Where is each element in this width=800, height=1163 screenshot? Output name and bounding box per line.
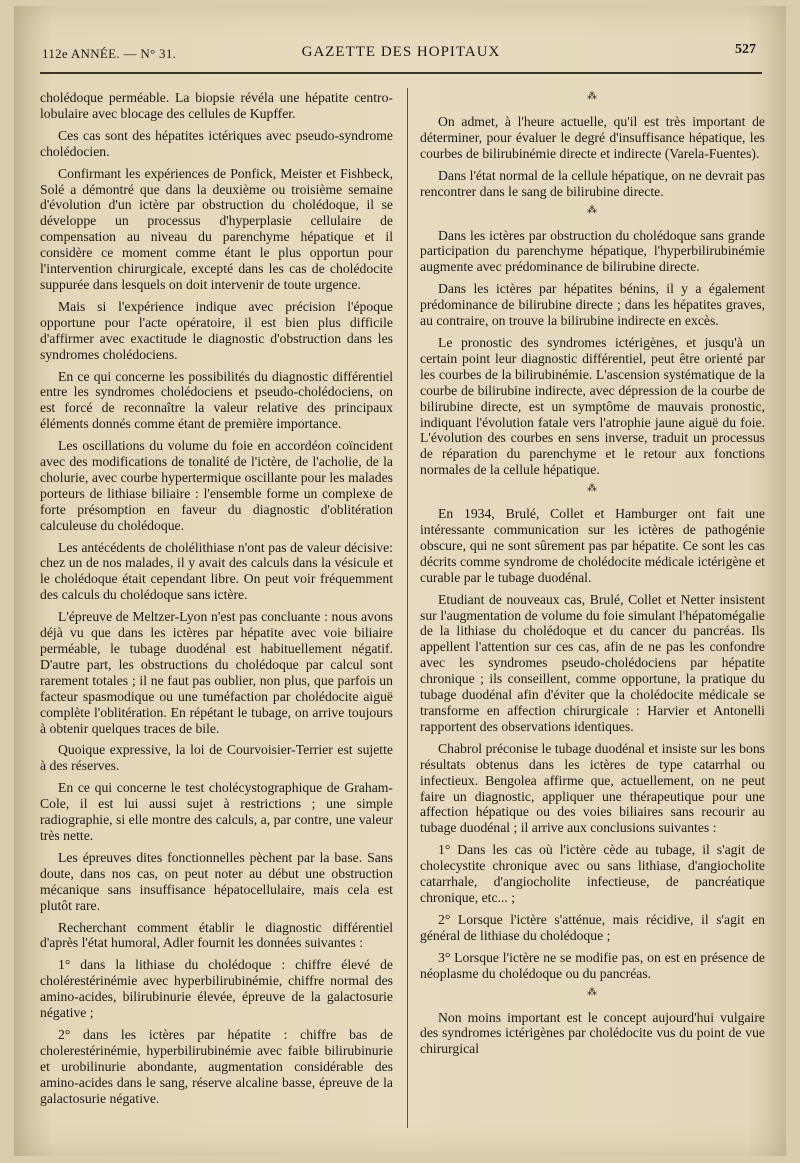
paragraph: L'épreuve de Meltzer-Lyon n'est pas concluante : nous avons déjà vu que dans les ictères par hépatite avec voie biliaire perméable, le tubage duodénal est habituellement négatif. D'autre part, les obstructions du cholédoque par calcul sont rarement totales ; il ne faut pas oublier, non plus, que parfois un facteur spasmodique ou une tuméfaction par cholédocite aiguë complète l'oblitération. En répétant le tubage, on arrive toujours à obtenir quelques traces de bile. — [40, 609, 393, 736]
paragraph: En ce qui concerne les possibilités du diagnostic différentiel entre les syndromes cholédociens et pseudo-cholédociens, on est forcé de reconnaître la valeur relative des principaux éléments donnés comme étant de première importance. — [40, 368, 393, 432]
paragraph: Les oscillations du volume du foie en accordéon coïncident avec des modifications de tonalité de l'ictère, de l'acholie, de la cholurie, avec courbe hypertermique oscillante pour les malades porteurs de lithiase biliaire : l'ensemble forme un complexe de forte présomption en faveur du diagnostic d'oblitération calculeuse du cholédoque. — [40, 438, 393, 533]
paragraph: En ce qui concerne le test cholécystographique de Graham-Cole, il est lui aussi sujet à restrictions ; une simple radiographie, si elle montre des calculs, a, par contre, une valeur très nette. — [40, 780, 393, 843]
paragraph: Recherchant comment établir le diagnostic différentiel d'après l'état humoral, Adler fournit les données suivantes : — [40, 919, 393, 951]
journal-title: GAZETTE DES HOPITAUX — [301, 44, 501, 60]
paragraph: Les antécédents de cholélithiase n'ont pas de valeur décisive: chez un de nos malades, il y avait des calculs dans la vésicule et le cholédoque était cependant libre. On peut voir fréquemment des calculs du cholédoque sans ictère. — [40, 539, 393, 603]
paragraph: Dans les ictères par hépatites bénins, il y a également prédominance de bilirubine directe ; dans les hépatites graves, au contraire, on trouve la bilirubine indirecte en excès. — [420, 281, 765, 329]
list-item: 1° dans la lithiase du cholédoque : chiffre élevé de cholérestérinémie avec hyperbilirubinémie, chiffre normal des amino-acides, bilirubinurie élevée, épreuve de la galactosurie négative ; — [40, 957, 393, 1021]
paragraph: Le pronostic des syndromes ictérigènes, et jusqu'à un certain point leur diagnostic différentiel, peut être orienté par les courbes de la bilirubinémie. L'ascension systématique de la courbe de bilirubine indirecte, avec dépression de la courbe de bilirubine directe, est un symptôme de mauvais pronostic, indiquant l'évolution fatale vers l'atrophie jaune aiguë du foie. L'évolution des courbes en sens inverse, traduit un processus de réparation du parenchyme et le retour aux fonctions normales de la cellule hépatique. — [420, 334, 765, 478]
paragraph: cholédoque perméable. La biopsie révéla une hépatite centro-lobulaire avec blocage des cellules de Kupffer. — [40, 90, 393, 121]
list-item: 1° Dans les cas où l'ictère cède au tubage, il s'agit de cholecystite chronique avec ou sans lithiase, d'angiocholite catarrhale, d'angiocholite infectieuse, de pancréatique chronique, etc... ; — [420, 842, 765, 905]
list-item: 3° Lorsque l'ictère ne se modifie pas, on est en présence de néoplasme du cholédoque ou du pancréas. — [420, 949, 765, 981]
paragraph: Les épreuves dites fonctionnelles pèchent par la base. Sans doute, dans nos cas, on peut noter au début une obstruction mécanique sans insuffisance hépatocellulaire, mais cela est plutôt rare. — [40, 849, 393, 913]
paragraph: Dans l'état normal de la cellule hépatique, on ne devrait pas rencontrer dans le sang de bilirubine directe. — [420, 167, 765, 199]
issue-number: 112e ANNÉE. — N° 31. — [42, 46, 177, 61]
list-item: 2° dans les ictères par hépatite : chiffre bas de cholerestérinémie, hyperbilirubinémie avec faible bilirubinurie et urobilinurie abondante, augmentation considérable des amino-acides dans le sang, réserve alcaline basse, épreuve de la galactosurie négative. — [40, 1026, 393, 1106]
paragraph: Quoique expressive, la loi de Courvoisier-Terrier est sujette à des réserves. — [40, 742, 393, 774]
paragraph: En 1934, Brulé, Collet et Hamburger ont fait une intéressante communication sur les ictères de pathogénie obscure, qui ne sont sûrement pas par hépatite. Ce sont les cas décrits comme syndrome de cholédocite médicale ictérigène et curable par le tubage duodénal. — [420, 506, 765, 585]
paragraph: Ces cas sont des hépatites ictériques avec pseudo-syndrome cholédocien. — [40, 127, 393, 159]
section-separator: ⁂ — [587, 91, 598, 102]
list-item: 2° Lorsque l'ictère s'atténue, mais récidive, il s'agit en général de lithiase du cholédoque ; — [420, 911, 765, 943]
right-column — [420, 90, 765, 1063]
page-header — [40, 40, 762, 70]
paragraph: On admet, à l'heure actuelle, qu'il est très important de déterminer, pour évaluer le degré d'insuffisance hépatique, les courbes de bilirubinémie directe et indirecte (Varela-Fuentes). — [420, 114, 765, 161]
section-separator: ⁂ — [587, 204, 598, 216]
header-rule — [40, 72, 762, 74]
section-separator: ⁂ — [587, 986, 598, 998]
paragraph: Chabrol préconise le tubage duodénal et insiste sur les bons résultats obtenus dans les ictères de type catarrhal ou infectieux. Bengolea affirme que, actuellement, on ne peut faire un diagnostic, appliquer une thérapeutique pour une affection hépatique ou des voies biliaires sans recourir au tubage duodénal ; il arrive aux conclusions suivantes : — [420, 740, 765, 836]
paragraph: Non moins important est le concept aujourd'hui vulgaire des syndromes ictérigènes par cholédocite vus du point de vue chirurgical — [420, 1009, 765, 1057]
paragraph: Mais si l'expérience indique avec précision l'époque opportune pour l'acte opératoire, il est bien plus difficile d'affirmer avec exactitude le diagnostic d'obstruction dans les syndromes cholédociens. — [40, 298, 393, 362]
paragraph: Etudiant de nouveaux cas, Brulé, Collet et Netter insistent sur l'augmentation de volume du foie simulant l'hépatomégalie de la lithiase du cholédoque et du cancer du pancréas. Ils appellent l'attention sur ces cas, afin de ne pas les confondre avec les syndromes pseudo-cholédociens par hépatite chronique ; ils conseillent, comme opportune, la pratique du tubage duodénal afin d'éviter que la cholédocite médicale se transforme en affection chirurgicale : Harvier et Antonelli rapportent des observations identiques. — [420, 591, 765, 734]
section-separator: ⁂ — [587, 483, 598, 495]
paragraph: Confirmant les expériences de Ponfick, Meister et Fishbeck, Solé a démontré que dans la deuxième ou troisième semaine d'évolution d'un ictère par obstruction du cholédoque, il se développe un processus d'hyperplasie cellulaire de compensation au niveau du parenchyme hépatique et il considère ce moment comme étant le plus opportun pour l'intervention chirurgicale, excepté dans les cas de cholédocite suppurée dans lesquels on doit intervenir de toute urgence. — [40, 165, 393, 292]
column-divider — [407, 88, 408, 1128]
page-number: 527 — [735, 42, 756, 57]
paragraph: Dans les ictères par obstruction du cholédoque sans grande participation du parenchyme hépatique, l'hyperbilirubinémie augmente avec prédominance de bilirubine directe. — [420, 227, 765, 275]
left-column — [40, 90, 393, 1112]
